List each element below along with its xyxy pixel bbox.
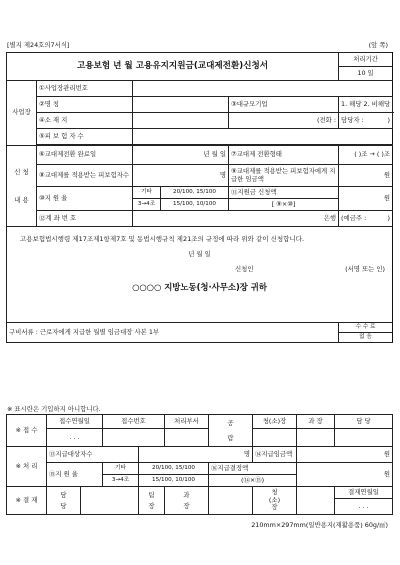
process-rate-shift: 3→4조: [103, 475, 139, 487]
wage-paid-label: ⑨교대제를 적용받는 피보험자에게 지급한 임금액: [229, 165, 339, 187]
address-field[interactable]: [133, 113, 229, 129]
wage-amount-label: ⑭지급임금액: [253, 447, 297, 463]
phone-label: (전화 :: [229, 113, 339, 129]
approval-date-field[interactable]: . . .: [335, 499, 393, 515]
approval-staff-label: 담 당: [47, 487, 81, 515]
shift-type-label: ⑦교대제 전환형태: [229, 146, 339, 165]
fee-label: 수 수 료: [339, 323, 393, 333]
declaration-block: [7, 227, 393, 323]
processing-period-value: 10 일: [339, 67, 393, 81]
decision-amount-field[interactable]: 원: [297, 463, 393, 487]
approval-section-sign[interactable]: [209, 487, 253, 515]
declaration-statement: 고용보험법시행령 제17조제1항제7호 및 동법시행규칙 제21조의 규정에 따라 위와 같이 신청합니다.: [20, 235, 305, 243]
process-rate-option-b[interactable]: 15/100, 10/100: [139, 475, 209, 487]
approval-team-label: 팀 장: [139, 487, 165, 515]
receipt-date-label: 접수연월일: [47, 415, 103, 429]
employer-section-label: 사업장: [7, 81, 37, 146]
applicant-label: 신청인: [235, 264, 254, 273]
insured-count-field[interactable]: [133, 129, 393, 145]
page-side: (앞 쪽): [368, 41, 388, 49]
rate-shift-label: 3→4조: [133, 199, 161, 211]
receipt-no-label: 접수번호: [103, 415, 165, 429]
review-label: 공 람: [209, 415, 253, 447]
receipt-date-field[interactable]: . . .: [47, 429, 103, 447]
receipt-no-field[interactable]: [103, 429, 165, 447]
rate-other-label: 기타: [133, 187, 161, 199]
completion-date-label: ⑥교대제전환 완료일: [37, 146, 133, 165]
process-rate-label: ⑮지 원 율: [47, 463, 103, 487]
mgmt-no-field[interactable]: [133, 81, 393, 97]
holder-field[interactable]: (예금주 : ): [339, 211, 393, 227]
staff-label: 담 당: [335, 415, 393, 429]
approval-section-label: 과 장: [165, 487, 209, 515]
completion-date-field[interactable]: 년 월 일: [133, 146, 229, 165]
decision-formula: (⑭×⑮): [209, 475, 297, 487]
dept-label: 처리부서: [165, 415, 209, 429]
chief-label: 청(소)장: [253, 415, 297, 429]
insured-count-label: ⑤피 보 험 자 수: [37, 129, 133, 145]
bank-field[interactable]: 은행: [133, 211, 339, 227]
form-title: 고용보험 년 월 고용유지지원금(교대제전환)신청서: [7, 53, 339, 81]
attachment-note: 구비서류 : 근로자에게 지급한 월별 임금대장 사본 1부: [7, 323, 339, 343]
process-label: ※ 처 리: [7, 447, 47, 487]
target-count-label: ⑬지급대상자수: [47, 447, 139, 463]
approval-staff-sign[interactable]: [81, 487, 139, 515]
declaration-date[interactable]: 년 월 일: [188, 250, 211, 259]
details-section-label: 신 청 내 용: [7, 146, 37, 227]
applied-workers-field[interactable]: 명: [133, 165, 229, 187]
address-label: ④소 재 지: [37, 113, 133, 129]
decision-amount-label: ⑯지급결정액: [209, 463, 297, 475]
rate-option-a[interactable]: 20/100, 15/100: [161, 187, 229, 199]
dept-field[interactable]: [165, 429, 209, 447]
wage-paid-field[interactable]: 원: [339, 165, 393, 187]
large-company-label: ③대규모기업: [229, 97, 339, 113]
approval-chief-label: 청 (소) 장: [253, 487, 297, 515]
signature-field[interactable]: (서명 또는 인): [345, 264, 386, 273]
processing-period-label: 처리기간: [339, 53, 393, 67]
reception-label: ※ 접 수: [7, 415, 47, 447]
staff-sign-field[interactable]: [335, 429, 393, 447]
support-rate-label: ⑩지 원 율: [37, 187, 133, 211]
section-head-sign-field[interactable]: [297, 429, 335, 447]
company-name-label: ②명 칭: [37, 97, 133, 113]
applied-workers-label: ⑧교대제를 적용받는 피보험자수: [37, 165, 133, 187]
section-head-label: 과 장: [297, 415, 335, 429]
mgmt-no-label: ①사업장관리번호: [37, 81, 133, 97]
account-label: ⑫계 좌 번 호: [37, 211, 133, 227]
approval-chief-sign[interactable]: [297, 487, 335, 515]
office-use-note: ※ 표시란은 기입하지 아니합니다.: [7, 405, 101, 413]
addressee: ○○○○ 지방노동(청·사무소)장 귀하: [132, 281, 267, 292]
shift-type-field[interactable]: ( )조 → ( )조: [339, 146, 393, 165]
office-use-table: [6, 414, 393, 515]
chief-sign-field[interactable]: [253, 429, 297, 447]
wage-amount-field[interactable]: 원: [297, 447, 393, 463]
paper-spec: 210mm×297mm(일반용지(재활용품) 60g/㎡): [251, 521, 388, 529]
manager-field[interactable]: 담당자 : ): [339, 113, 393, 129]
large-company-options[interactable]: 1. 해당 2. 비해당: [339, 97, 393, 113]
claim-amount-label: ⑪지원금 신청액: [229, 187, 339, 199]
rate-option-b[interactable]: 15/100, 10/100: [161, 199, 229, 211]
claim-amount-field[interactable]: 원: [339, 187, 393, 211]
fee-value: 없 음: [339, 333, 393, 343]
approval-label: ※ 결 재: [7, 487, 47, 515]
target-count-field[interactable]: 명: [139, 447, 253, 463]
claim-formula: [ ⑨×⑩]: [229, 199, 339, 211]
application-form: [6, 52, 393, 343]
approval-date-label: 결재연월일: [335, 487, 393, 499]
form-number: [별지 제24호의7서식]: [7, 41, 70, 49]
company-name-field[interactable]: [133, 97, 229, 113]
process-rate-other: 기타: [103, 463, 139, 475]
process-rate-option-a[interactable]: 20/100, 15/100: [139, 463, 209, 475]
